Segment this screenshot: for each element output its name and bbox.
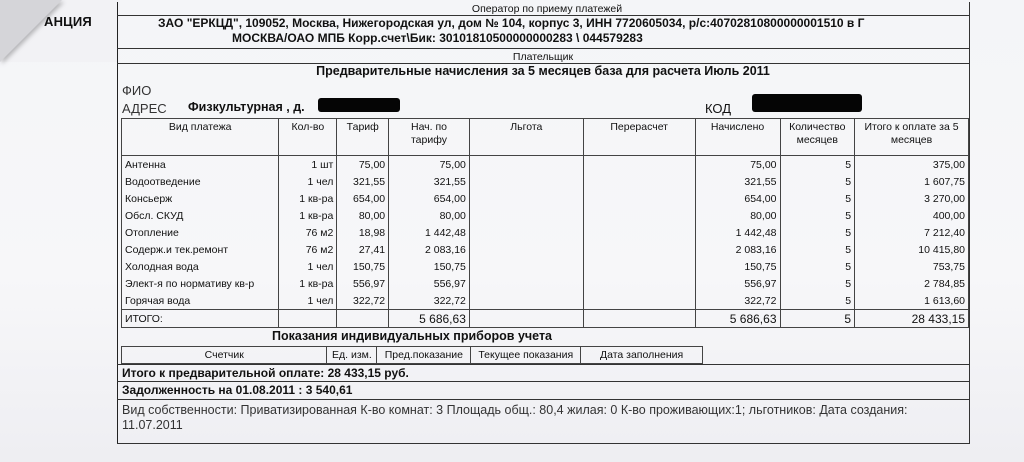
col-header-qty: Кол-во [279,119,337,156]
row-accrued-tariff: 322,72 [389,292,470,310]
row-months: 5 [780,156,855,174]
debt-line: Задолженность на 01.08.2011 : 3 540,61 [122,383,353,397]
row-service: Горячая вода [122,292,279,310]
col-header-service: Вид платежа [122,119,279,156]
table-row [122,224,969,241]
row-service: Консьерж [122,190,279,207]
row-accrued: 2 083,16 [695,241,780,258]
row-recalc [583,173,695,190]
row-accrued: 75,00 [695,156,780,174]
row-months: 5 [780,292,855,310]
row-qty: 1 кв-ра [279,190,337,207]
meters-header-row [122,347,703,364]
row-service: Холодная вода [122,258,279,275]
col-header-recalc: Перерасчет [583,119,695,156]
row-months: 5 [780,224,855,241]
row-total: 400,00 [855,207,969,224]
row-qty: 76 м2 [279,241,337,258]
row-benefit [469,292,583,310]
row-accrued-tariff: 80,00 [389,207,470,224]
row-accrued-tariff: 75,00 [389,156,470,174]
row-qty: 1 чел [279,258,337,275]
row-accrued: 150,75 [695,258,780,275]
row-accrued: 322,72 [695,292,780,310]
charges-header-row [122,119,969,156]
row-months: 5 [780,173,855,190]
meters-col-meter: Счетчик [122,347,327,364]
row-benefit [469,156,583,174]
table-row [122,258,969,275]
fio-label: ФИО [122,83,152,98]
col-header-total: Итого к оплате за 5 месяцев [855,119,969,156]
row-accrued-tariff: 654,00 [389,190,470,207]
row-benefit [469,258,583,275]
meters-col-date: Дата заполнения [581,347,703,364]
meters-col-prev: Пред.показание [377,347,471,364]
row-accrued-tariff: 556,97 [389,275,470,292]
table-row [122,207,969,224]
total-label: ИТОГО: [122,310,279,328]
row-accrued: 321,55 [695,173,780,190]
table-row [122,241,969,258]
row-recalc [583,156,695,174]
row-benefit [469,241,583,258]
row-total: 10 415,80 [855,241,969,258]
row-accrued-tariff: 321,55 [389,173,470,190]
row-qty: 1 чел [279,173,337,190]
row-benefit [469,173,583,190]
meters-table [121,346,703,364]
row-rate: 27,41 [337,241,389,258]
row-total: 3 270,00 [855,190,969,207]
divider [117,399,969,400]
row-rate: 322,72 [337,292,389,310]
charges-table [121,118,969,328]
row-qty: 76 м2 [279,224,337,241]
row-service: Отопление [122,224,279,241]
table-row [122,173,969,190]
total-months: 5 [780,310,855,328]
row-rate: 150,75 [337,258,389,275]
row-recalc [583,190,695,207]
row-benefit [469,190,583,207]
row-service: Водоотведение [122,173,279,190]
company-line-2: МОСКВА/ОАО МПБ Корр.счет\Бик: 30101810500000000283 \ 044579283 [232,31,643,45]
company-line-1: ЗАО "ЕРКЦД", 109052, Москва, Нижегородская ул, дом № 104, корпус 3, ИНН 7720605034, р/с:40702810800000001510 в Г [158,16,865,30]
doc-title: Предварительные начисления за 5 месяцев база для расчета Июль 2011 [316,64,770,78]
payer-caption: Плательщик [512,51,574,63]
total-recalc [583,310,695,328]
divider [117,381,969,382]
total-accrued: 5 686,63 [695,310,780,328]
table-row [122,156,969,174]
stub-title: АНЦИЯ [44,14,92,29]
prepay-line: Итого к предварительной оплате: 28 433,15 руб. [122,366,409,380]
meters-col-current: Текущее показания [471,347,581,364]
row-recalc [583,275,695,292]
total-rate [337,310,389,328]
row-qty: 1 чел [279,292,337,310]
divider [117,443,970,444]
row-qty: 1 шт [279,156,337,174]
row-accrued-tariff: 2 083,16 [389,241,470,258]
row-total: 1 607,75 [855,173,969,190]
row-total: 1 613,60 [855,292,969,310]
footer-line-2: 11.07.2011 [122,418,183,432]
row-accrued: 556,97 [695,275,780,292]
row-rate: 18,98 [337,224,389,241]
row-benefit [469,224,583,241]
total-benefit [469,310,583,328]
row-rate: 321,55 [337,173,389,190]
col-header-months: Количество месяцев [780,119,855,156]
row-service: Элект-я по нормативу кв-р [122,275,279,292]
total-row [122,310,969,328]
row-rate: 654,00 [337,190,389,207]
row-total: 375,00 [855,156,969,174]
row-accrued-tariff: 1 442,48 [389,224,470,241]
folded-corner [0,0,62,62]
footer-line-1: Вид собственности: Приватизированная К-во комнат: 3 Площадь общ.: 80,4 жилая: 0 К-во проживающих:1; льготников: Дата создания: [122,403,908,417]
row-benefit [469,275,583,292]
row-qty: 1 кв-ра [279,207,337,224]
col-header-benefit: Льгота [469,119,583,156]
address-label: АДРЕС [122,101,167,116]
redacted-house-number [318,98,400,112]
row-rate: 556,97 [337,275,389,292]
row-accrued-tariff: 150,75 [389,258,470,275]
total-sum: 28 433,15 [855,310,969,328]
col-header-rate: Тариф [337,119,389,156]
meters-col-unit: Ед. изм. [327,347,377,364]
row-recalc [583,258,695,275]
table-row [122,292,969,310]
row-months: 5 [780,207,855,224]
total-accrued-tariff: 5 686,63 [389,310,470,328]
row-months: 5 [780,241,855,258]
row-months: 5 [780,258,855,275]
row-total: 753,75 [855,258,969,275]
divider [117,48,969,49]
row-benefit [469,207,583,224]
row-months: 5 [780,190,855,207]
row-rate: 80,00 [337,207,389,224]
row-accrued: 1 442,48 [695,224,780,241]
divider [117,364,969,365]
row-service: Антенна [122,156,279,174]
total-qty [279,310,337,328]
row-rate: 75,00 [337,156,389,174]
kod-label: КОД [705,101,732,116]
row-qty: 1 кв-ра [279,275,337,292]
table-row [122,190,969,207]
row-accrued: 654,00 [695,190,780,207]
redacted-code [752,94,862,112]
col-header-accrued-tariff: Нач. по тарифу [389,119,470,156]
receipt-frame-right [969,2,970,444]
row-accrued: 80,00 [695,207,780,224]
row-months: 5 [780,275,855,292]
address-value: Физкультурная , д. [188,100,305,114]
row-recalc [583,224,695,241]
row-recalc [583,207,695,224]
row-service: Содерж.и тек.ремонт [122,241,279,258]
col-header-accrued: Начислено [695,119,780,156]
row-recalc [583,241,695,258]
operator-caption: Оператор по приему платежей [471,3,623,15]
row-recalc [583,292,695,310]
row-total: 2 784,85 [855,275,969,292]
row-total: 7 212,40 [855,224,969,241]
row-service: Обсл. СКУД [122,207,279,224]
meters-title: Показания индивидуальных приборов учета [271,329,553,343]
table-row [122,275,969,292]
